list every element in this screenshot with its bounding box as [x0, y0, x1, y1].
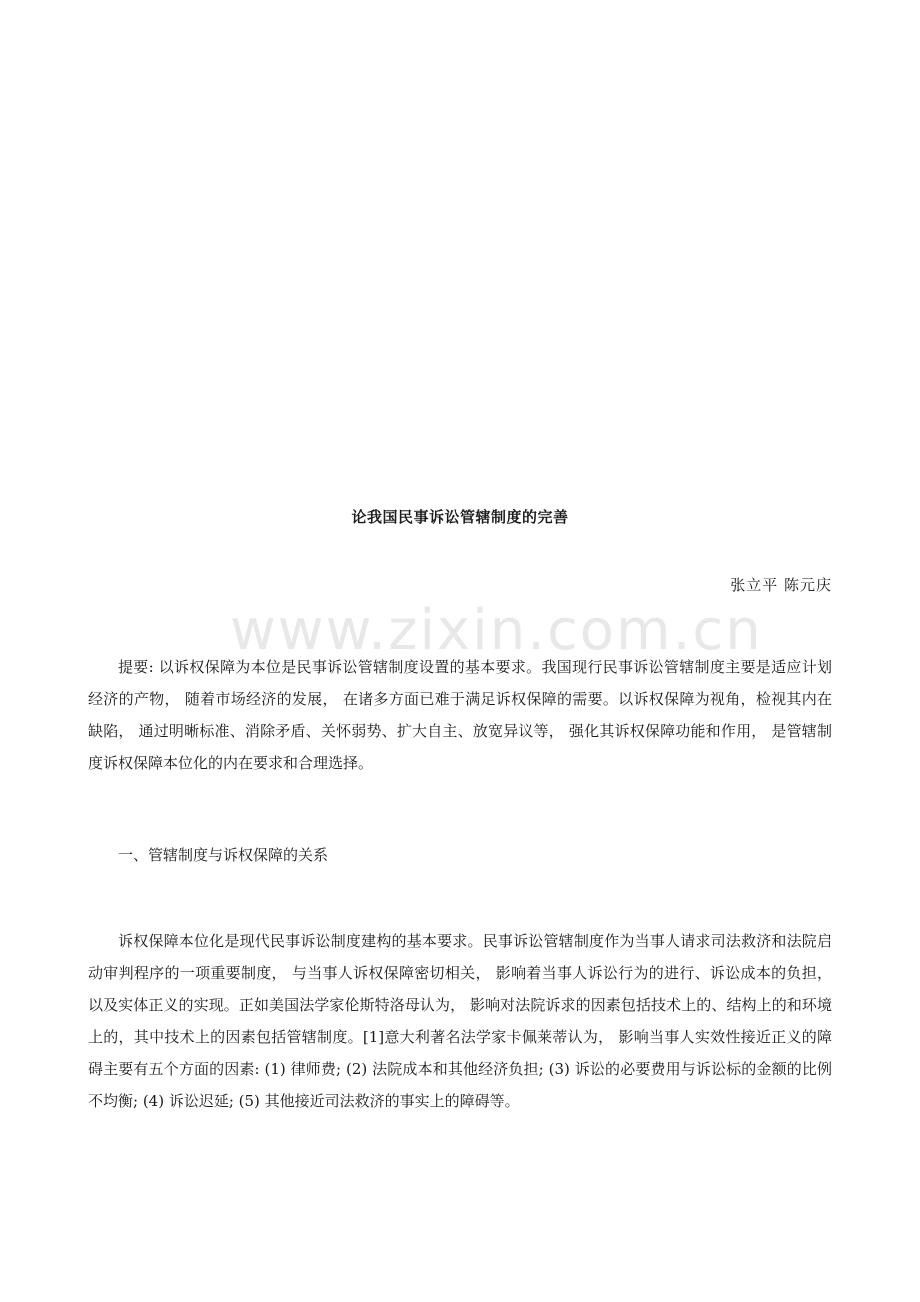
body-paragraph: 诉权保障本位化是现代民事诉讼制度建构的基本要求。民事诉讼管辖制度作为当事人请求司法救济和法院启动审判程序的一项重要制度， 与当事人诉权保障密切相关， 影响着当事人诉讼行为的进行、诉讼成本的负担， 以及实体正义的实现。正如美国法学家伦斯特洛母认为， 影响对法院诉求的因素包括技术上的、结构上的和环境上的，其中技术上的因素包括管辖制度。[1]意大利著名法学家卡佩莱蒂认为， 影响当事人实效性接近正义的障碍主要有五个方面的因素: (1) 律师费; (2) 法院成本和其他经济负担; (3) 诉讼的必要费用与诉讼标的金额的比例不均衡; (4) 诉讼迟延; (5) 其他接近司法救济的事实上的障碍等。	[88, 932, 832, 1110]
section-heading: 一、管辖制度与诉权保障的关系	[118, 846, 329, 864]
document-title: 论我国民事诉讼管辖制度的完善	[351, 508, 569, 526]
authors: 张立平 陈元庆	[730, 576, 832, 594]
abstract-paragraph: 提要: 以诉权保障为本位是民事诉讼管辖制度设置的基本要求。我国现行民事诉讼管辖制度主要是适应计划经济的产物， 随着市场经济的发展， 在诸多方面已难于满足诉权保障的需要。以诉权保障为视角，检视其内在缺陷， 通过明晰标准、消除矛盾、关怀弱势、扩大自主、放宽异议等， 强化其诉权保障功能和作用， 是管辖制度诉权保障本位化的内在要求和合理选择。	[88, 658, 832, 772]
watermark: www.zixin.com.cn	[230, 598, 763, 663]
